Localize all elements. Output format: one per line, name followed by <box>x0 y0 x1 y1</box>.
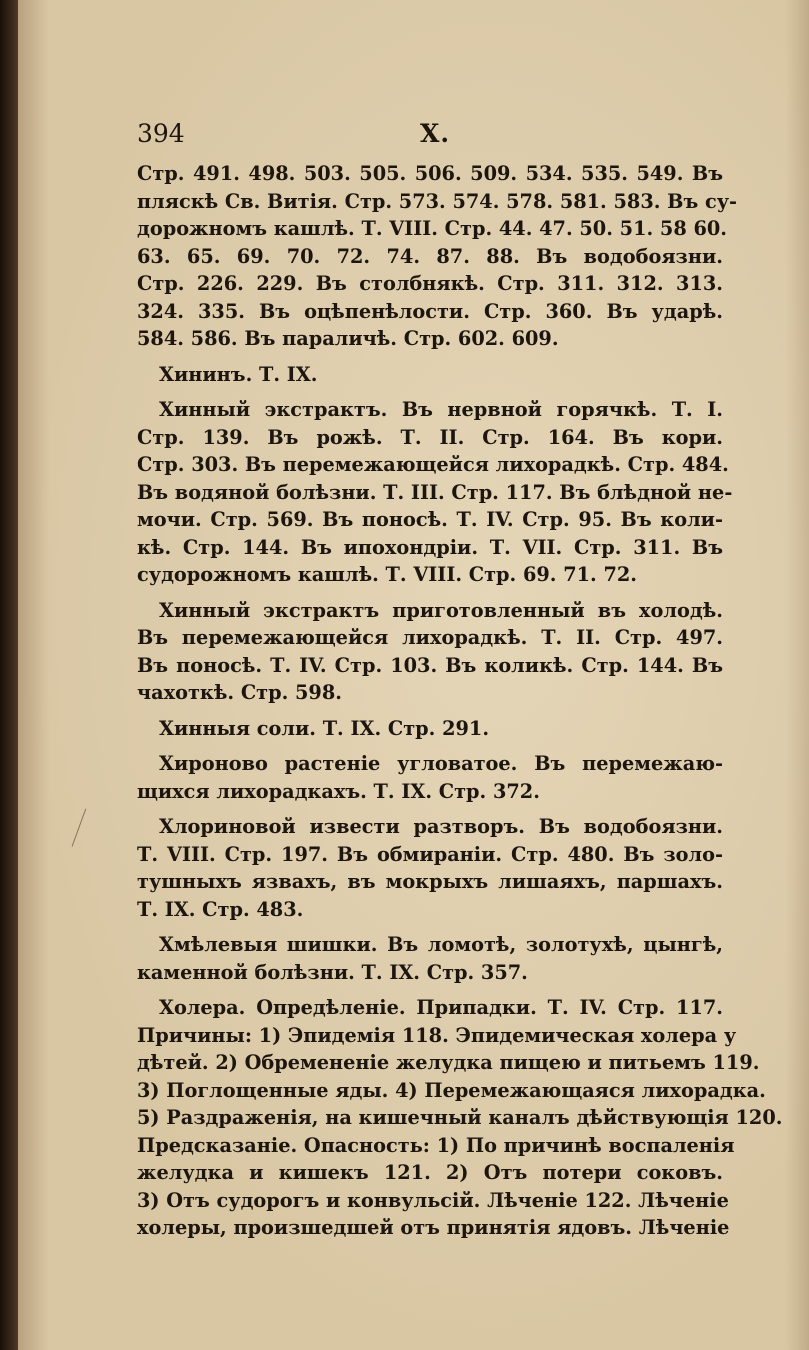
text-line: Хмѣлевыя шишки. Въ ломотѣ, золотухѣ, цынгѣ, <box>159 933 723 956</box>
text-line: 63. 65. 69. 70. 72. 74. 87. 88. Въ водобоязни. <box>137 244 723 268</box>
text-line: Хининъ. Т. IX. <box>159 362 318 386</box>
text-line: Въ перемежающейся лихорадкѣ. Т. II. Стр. 497. <box>137 626 723 649</box>
text-line: Стр. 139. Въ рожѣ. Т. II. Стр. 164. Въ кори. <box>137 425 723 449</box>
text-line: Въ поносѣ. Т. IV. Стр. 103. Въ коликѣ. Стр. 144. Въ <box>137 653 723 677</box>
text-line: дорожномъ кашлѣ. Т. VIII. Стр. 44. 47. 50. 51. 58 60. <box>137 217 727 240</box>
text-line: дѣтей. 2) Обремененіе желудка пищею и питьемъ 119. <box>137 1051 760 1074</box>
text-line: Хинныя соли. Т. IX. Стр. 291. <box>159 716 490 740</box>
text-line: Хлориновой извести разтворъ. Въ водобоязни. <box>159 815 723 838</box>
index-entry <box>137 750 723 805</box>
text-line: Холера. Опредѣленіе. Припадки. Т. IV. Стр. 117. <box>159 996 723 1019</box>
text-line: каменной болѣзни. Т. IX. Стр. 357. <box>137 960 528 984</box>
index-entry <box>137 597 723 707</box>
text-line: Т. IX. Стр. 483. <box>137 897 304 921</box>
text-line: 324. 335. Въ оцѣпенѣлости. Стр. 360. Въ ударѣ. <box>137 299 723 323</box>
index-entry <box>137 931 723 986</box>
text-line: тушныхъ язвахъ, въ мокрыхъ лишаяхъ, паршахъ. <box>137 870 723 893</box>
text-line: мочи. Стр. 569. Въ поносѣ. Т. IV. Стр. 95. Въ коли- <box>137 508 723 531</box>
text-line: Т. VIII. Стр. 197. Въ обмираніи. Стр. 480. Въ золо- <box>137 842 723 866</box>
text-line: Стр. 226. 229. Въ столбнякѣ. Стр. 311. 312. 313. <box>137 272 723 295</box>
ink-mark <box>72 809 100 852</box>
index-entry <box>137 160 738 353</box>
text-line: Въ водяной болѣзни. Т. III. Стр. 117. Въ блѣдной не- <box>137 480 733 504</box>
text-line: судорожномъ кашлѣ. Т. VIII. Стр. 69. 71. 72. <box>137 563 638 586</box>
index-text <box>137 160 783 1250</box>
running-head: X. <box>420 119 451 148</box>
text-line: щихся лихорадкахъ. Т. IX. Стр. 372. <box>137 779 540 803</box>
text-line: Причины: 1) Эпидемія 118. Эпидемическая холера у <box>137 1023 737 1047</box>
text-line: 3) Поглощенные яды. 4) Перемежающаяся лихорадка. <box>137 1078 766 1102</box>
text-line: холеры, произшедшей отъ принятія ядовъ. Лѣченіе <box>137 1216 730 1239</box>
text-line: Хинный экстрактъ. Въ нервной горячкѣ. Т. I. <box>159 398 723 421</box>
text-line: пляскѣ Св. Витія. Стр. 573. 574. 578. 581. 583. Въ су- <box>137 189 738 213</box>
page-header <box>137 119 737 155</box>
text-line: Хинный экстрактъ приготовленный въ холодѣ. <box>159 598 723 622</box>
text-line: 584. 586. Въ параличѣ. Стр. 602. 609. <box>137 327 559 350</box>
text-line: 5) Раздраженія, на кишечный каналъ дѣйствующія 120. <box>137 1106 783 1129</box>
index-entry <box>137 813 723 923</box>
text-line: Стр. 303. Въ перемежающейся лихорадкѣ. Стр. 484. <box>137 453 729 476</box>
index-entry <box>137 994 783 1242</box>
text-line: чахоткѣ. Стр. 598. <box>137 681 342 704</box>
page-number: 394 <box>137 119 185 148</box>
text-line: Хироново растеніе угловатое. Въ перемежаю- <box>159 752 723 775</box>
index-entry <box>137 396 733 589</box>
text-line: кѣ. Стр. 144. Въ ипохондріи. Т. VII. Стр. 311. Въ <box>137 535 723 559</box>
index-entry <box>137 361 723 389</box>
index-entry <box>137 715 723 743</box>
text-line: 3) Отъ судорогъ и конвульсій. Лѣченіе 122. Лѣченіе <box>137 1188 729 1212</box>
text-line: Стр. 491. 498. 503. 505. 506. 509. 534. 535. 549. Въ <box>137 162 723 185</box>
text-line: Предсказаніе. Опасность: 1) По причинѣ воспаленія <box>137 1133 735 1157</box>
text-line: желудка и кишекъ 121. 2) Отъ потери соковъ. <box>137 1161 723 1184</box>
